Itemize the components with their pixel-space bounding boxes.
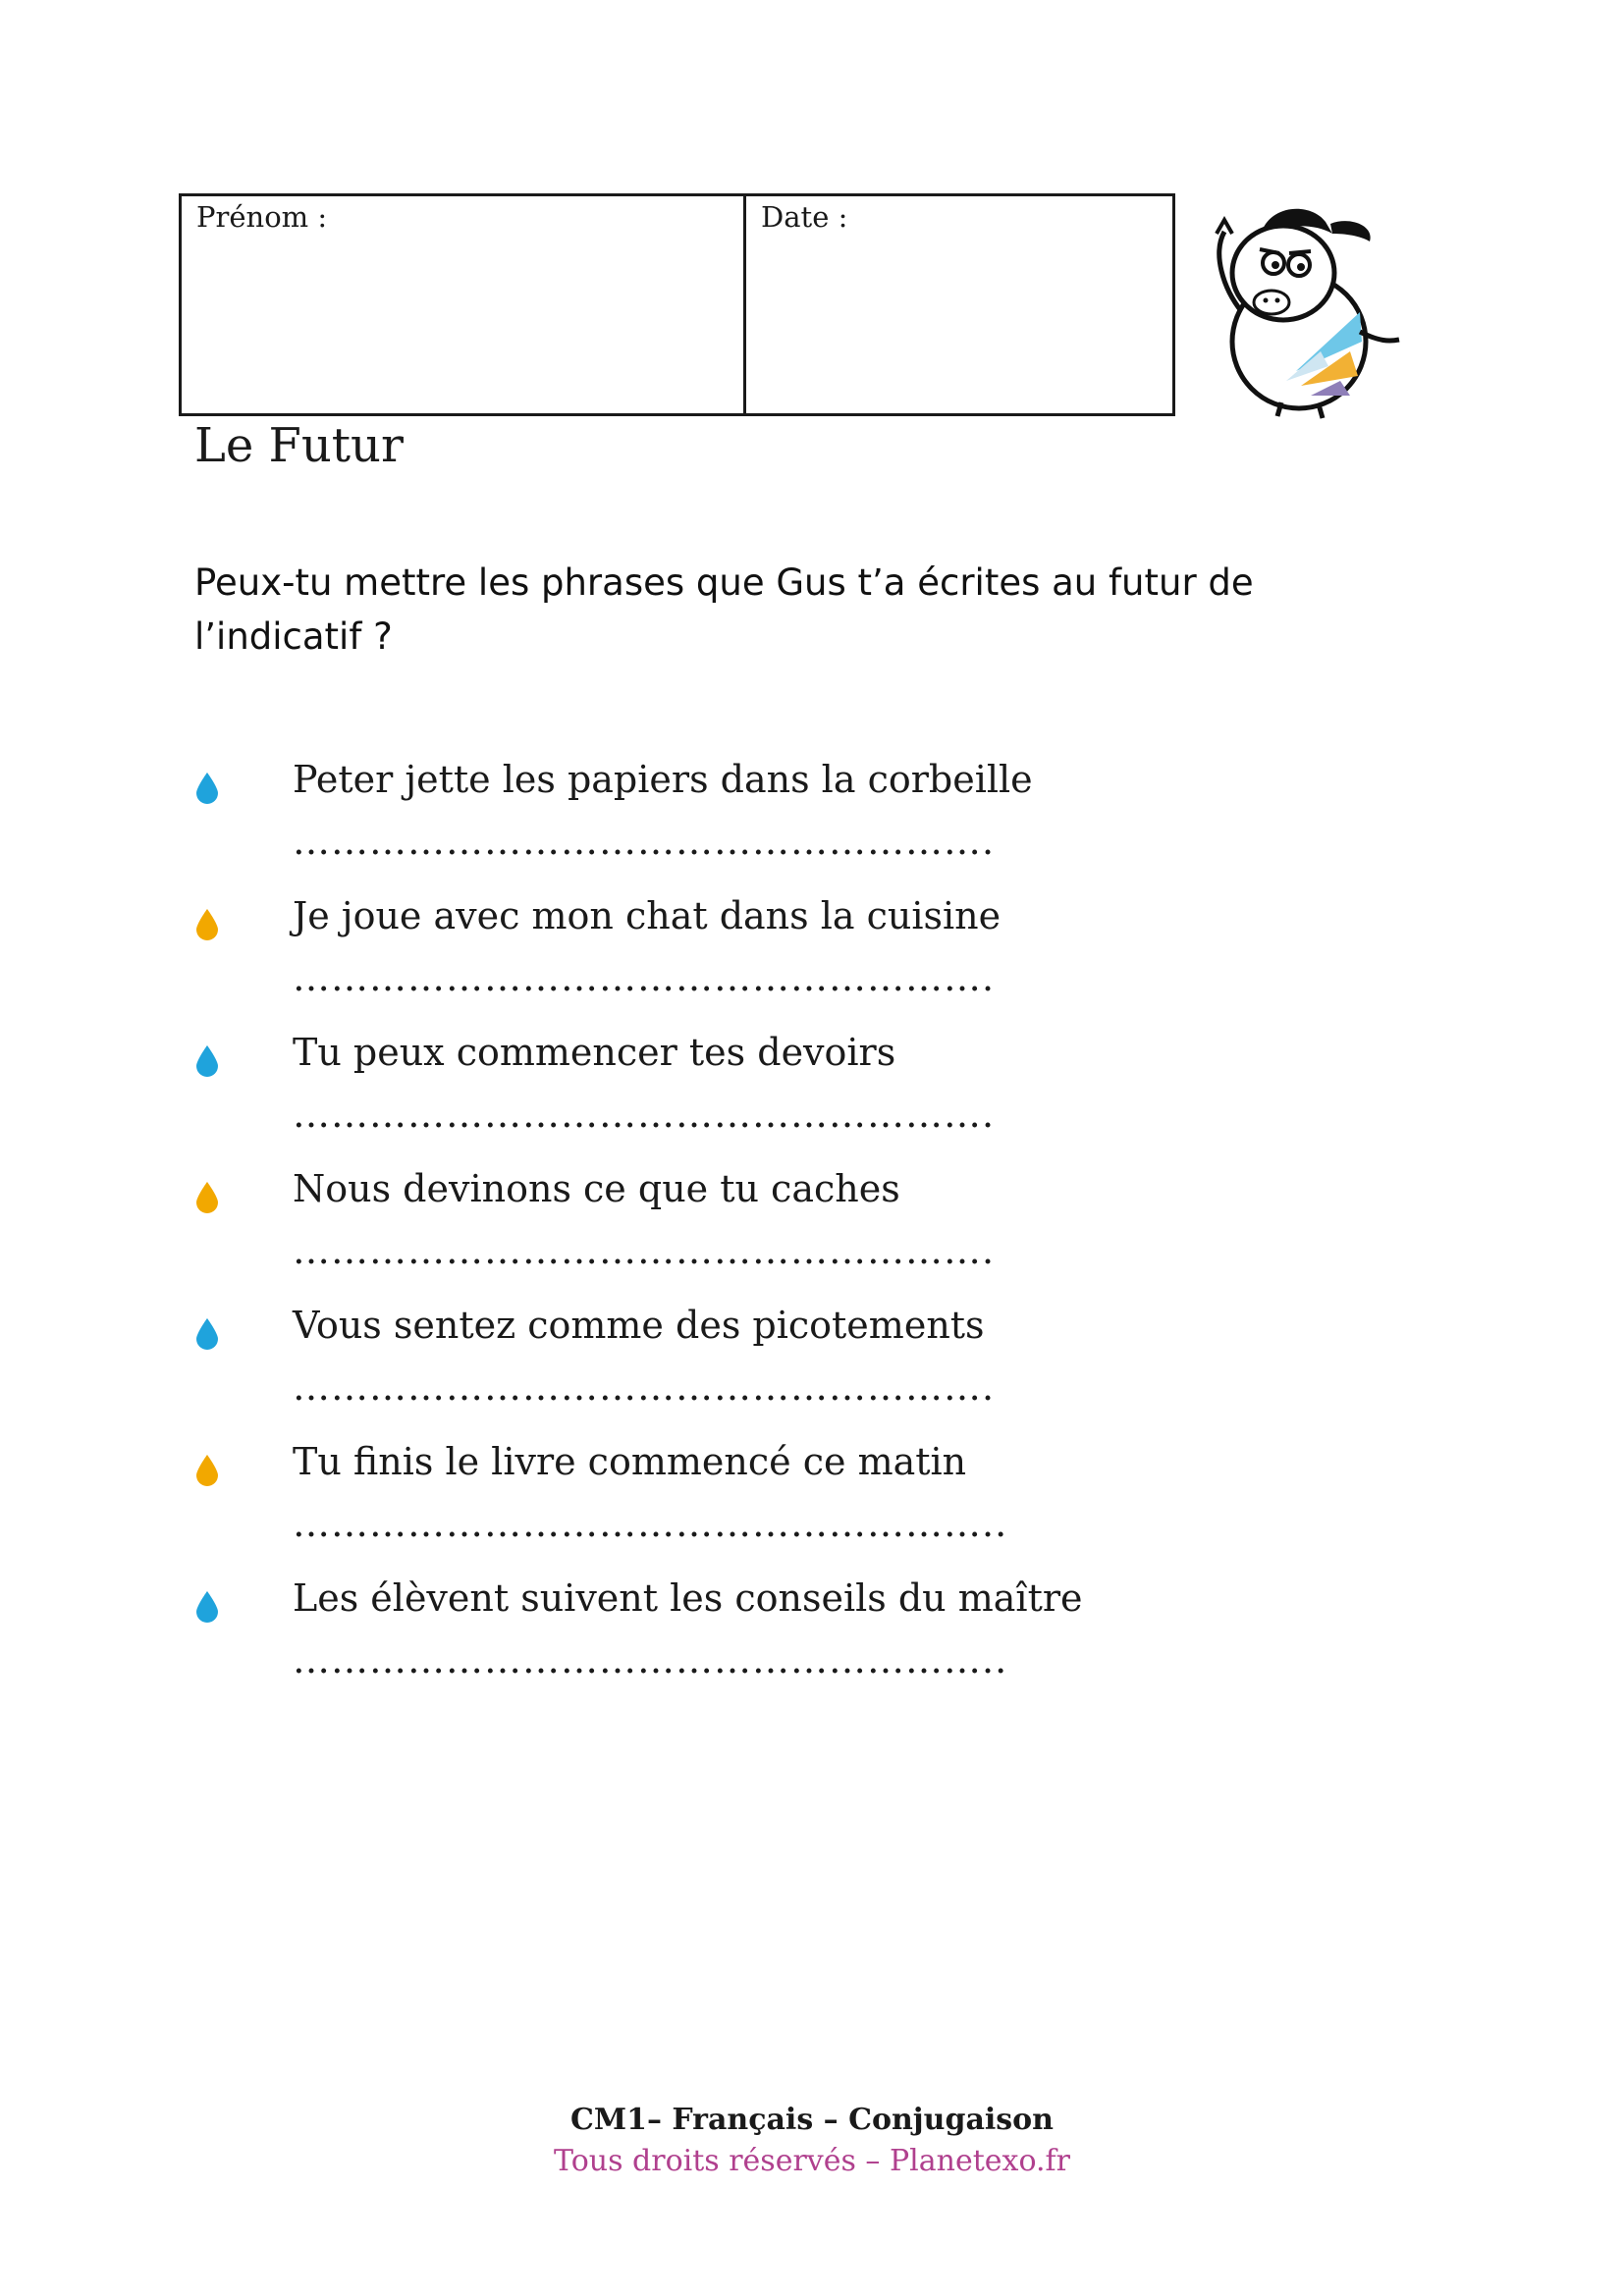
drop-bullet-icon xyxy=(193,772,221,805)
answer-line[interactable]: ………………………………………………. xyxy=(293,1229,996,1272)
answer-line[interactable]: ………………………………………………. xyxy=(293,820,996,863)
drop-bullet-icon xyxy=(193,1590,221,1624)
answer-line[interactable]: ………………………………………………. xyxy=(293,1365,996,1409)
exercise-sentence: Je joue avec mon chat dans la cuisine xyxy=(293,894,1001,937)
exercise-sentence: Nous devinons ce que tu caches xyxy=(293,1167,900,1210)
exercise-sentence: Peter jette les papiers dans la corbeille xyxy=(293,758,1033,801)
drop-bullet-icon xyxy=(193,1044,221,1078)
date-field[interactable] xyxy=(743,193,1175,416)
footer-copyright: Tous droits réservés – Planetexo.fr xyxy=(554,2144,1070,2178)
drop-bullet-icon xyxy=(193,1181,221,1214)
drop-bullet-icon xyxy=(193,908,221,941)
answer-line[interactable]: ………………………………………………. xyxy=(293,956,996,999)
drop-bullet-icon xyxy=(193,1454,221,1487)
answer-line[interactable]: ………………………………………………. xyxy=(293,1093,996,1136)
exercise-sentence: Les élèvent suivent les conseils du maître xyxy=(293,1576,1083,1620)
page-title: Le Futur xyxy=(194,418,404,473)
exercise-sentence: Tu peux commencer tes devoirs xyxy=(293,1031,896,1074)
exercise-sentence: Vous sentez comme des picotements xyxy=(293,1304,985,1347)
footer-subject: CM1– Français – Conjugaison xyxy=(570,2103,1054,2137)
mascot-gus-icon xyxy=(1203,194,1419,420)
instruction-text: Peux-tu mettre les phrases que Gus t’a écrites au futur de l’indicatif ? xyxy=(194,561,1254,658)
name-field[interactable] xyxy=(179,193,746,416)
drop-bullet-icon xyxy=(193,1317,221,1351)
name-label: Prénom : xyxy=(196,200,328,234)
date-label: Date : xyxy=(761,200,848,234)
exercise-sentence: Tu finis le livre commencé ce matin xyxy=(293,1440,967,1483)
answer-line[interactable]: ……………………………………………….. xyxy=(293,1638,1008,1682)
answer-line[interactable]: ……………………………………………….. xyxy=(293,1502,1008,1545)
